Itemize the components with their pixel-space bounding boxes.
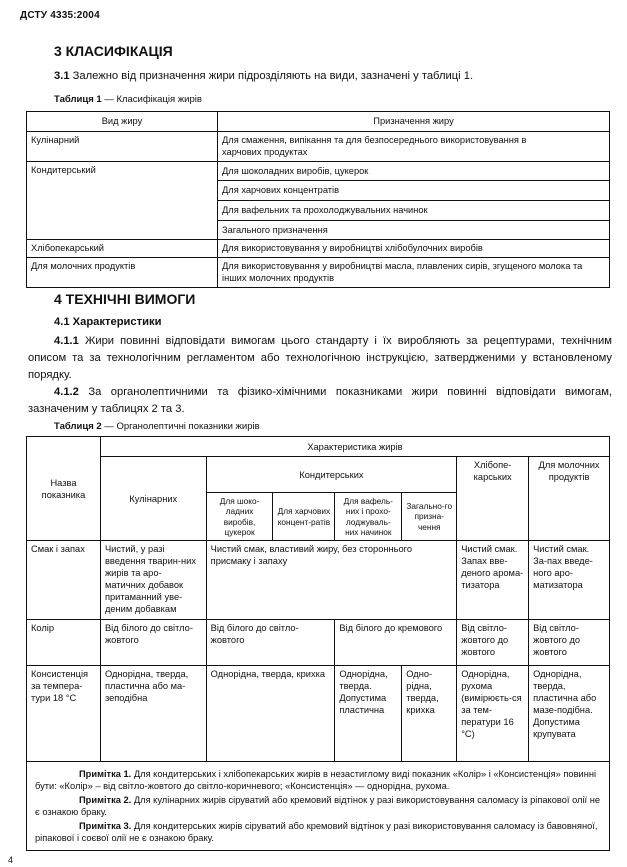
table-1-classification — [26, 111, 610, 288]
t1-header-use: Призначення жиру — [218, 112, 610, 132]
t1-use-group — [218, 161, 610, 239]
para-number: 3.1 — [54, 70, 70, 82]
table-row — [27, 131, 610, 161]
t2-header-bakery: Хлібопе-карських — [457, 457, 529, 541]
t2-cell: Чистий, у разі введення тварин-них жирів та аро-матичних добавок притаманний уве-деним добавкам — [100, 541, 206, 620]
note-2 — [35, 794, 601, 818]
t2-name-color: Колір — [27, 620, 101, 666]
note-text: Для кулінарних жирів сіруватий або кремовий відтінок у разі використовування саломасу із ріпакової олії не є ознакою браку. — [35, 795, 600, 817]
t1-use: Для використовування у виробництві хлібобулочних виробів — [218, 240, 610, 258]
t2-header-concentrates: Для харчових концент-ратів — [273, 493, 335, 541]
t2-header-chocolate: Для шоко-ладних виробів, цукерок — [206, 493, 273, 541]
t2-cell: Однорідна, тверда. Допустима пластична — [335, 666, 402, 762]
t2-cell: Чистий смак. За-пах введе-ного аро-матизатора — [529, 541, 610, 620]
t1-use: Загального призначення — [222, 224, 328, 235]
t2-header-confectionery: Кондитерських — [206, 457, 457, 493]
table-row — [27, 161, 610, 239]
t2-header-general: Загально-го призна-чення — [402, 493, 457, 541]
note-1 — [35, 768, 601, 792]
note-text: Для кондитерських і хлібопекарських жирів в незастиглому виді показник «Колір» і «Консистенція» повинні бути: «Колір» – від світло-жовтого до світло-коричневого; «Консистенція» — однорідна, рухома. — [35, 769, 597, 791]
t1-kind: Кондитерський — [27, 161, 218, 239]
note-label: Примітка 1. — [79, 769, 132, 779]
para-text: За органолептичними та фізико-хімічними показниками жири повинні відповідати вимогам, зазначеним у таблицях 2 та 3. — [28, 386, 612, 415]
t2-header-culinary: Кулінарних — [100, 457, 206, 541]
caption-text: — Класифікація жирів — [101, 94, 202, 105]
paragraph-4-1-1 — [28, 333, 612, 384]
caption-label: Таблиця 2 — [54, 421, 102, 432]
section-4-1-title: 4.1 Характеристики — [54, 316, 162, 328]
para-text: Залежно від призначення жири підрозділяють на види, зазначені у таблиці 1. — [72, 70, 474, 82]
t1-use: Для вафельних та прохолоджувальних начинок — [218, 201, 609, 221]
t2-cell: Від світло-жовтого до жовтого — [529, 620, 610, 666]
t2-cell: Однорідна, тверда, крихка — [206, 666, 335, 762]
t2-header-wafer: Для вафель-них і прохо-лоджуваль-них начинок — [335, 493, 402, 541]
table-row — [27, 257, 610, 287]
t2-notes — [27, 762, 610, 851]
doc-code-header: ДСТУ 4335:2004 — [20, 10, 100, 21]
table-row — [27, 620, 610, 666]
t1-use: Для шоколадних виробів, цукерок — [218, 162, 609, 182]
table-1-caption — [54, 94, 202, 105]
note-text: Для кондитерських жирів сіруватий або кремовий відтінок у разі використовування саломасу із бавовняної, ріпакової і соєвої олії не є ознакою браку. — [35, 821, 598, 843]
t1-kind: Хлібопекарський — [27, 240, 218, 258]
t2-cell: Однорідна, рухома (вимірюєть-ся за тем-ператури 16 °С) — [457, 666, 529, 762]
t1-use: Для смаження, випікання та для безпосереднього використовування в харчових продуктах — [218, 131, 610, 161]
section-3-title: 3 КЛАСИФІКАЦІЯ — [54, 43, 173, 59]
table-2-organoleptic — [26, 436, 610, 851]
t1-header-kind: Вид жиру — [27, 112, 218, 132]
note-label: Примітка 2. — [79, 795, 132, 805]
t2-cell: Чистий смак. Запах вве-деного арома-тизатора — [457, 541, 529, 620]
t2-header-dairy: Для молочних продуктів — [529, 457, 610, 541]
note-3 — [35, 820, 601, 844]
caption-label: Таблиця 1 — [54, 94, 102, 105]
t2-cell: Однорідна, тверда, пластична або мазе-подібна. Допустима крупувата — [529, 666, 610, 762]
t1-use: Для харчових концентратів — [218, 181, 609, 201]
t2-name-taste: Смак і запах — [27, 541, 101, 620]
caption-text: — Органолептичні показники жирів — [101, 421, 260, 432]
para-number: 4.1.2 — [54, 386, 79, 398]
t2-name-consistency: Консистенція за темпера-тури 18 °С — [27, 666, 101, 762]
table-2-caption — [54, 421, 260, 432]
note-label: Примітка 3. — [79, 821, 132, 831]
para-text: Жири повинні відповідати вимогам цього стандарту і їх виробляють за рецептурами, технічним описом та за технологічним регламентом або технологічною інструкцією, затвердженими у встановленому порядку. — [28, 335, 612, 381]
t2-cell: Однорідна, тверда, пластична або ма-зеподібна — [100, 666, 206, 762]
t2-cell: Від білого до кремового — [335, 620, 457, 666]
t2-cell: Одно-рідна, тверда, крихка — [402, 666, 457, 762]
t1-use: Для використовування у виробництві масла, плавлених сирів, згущеного молока та інших молочних продуктів — [218, 257, 610, 287]
t1-kind: Кулінарний — [27, 131, 218, 161]
t2-header-characteristic: Характеристика жирів — [100, 437, 609, 457]
t1-kind: Для молочних продуктів — [27, 257, 218, 287]
t2-cell: Від світло-жовтого до жовтого — [457, 620, 529, 666]
section-3-1-paragraph — [54, 68, 473, 85]
t2-cell: Чистий смак, властивий жиру, без стороннього присмаку і запаху — [206, 541, 457, 620]
section-4-title: 4 ТЕХНІЧНІ ВИМОГИ — [54, 291, 196, 307]
table-row — [27, 666, 610, 762]
paragraph-4-1-2 — [28, 384, 612, 418]
page-number: 4 — [8, 855, 14, 865]
t2-cell: Від білого до світло-жовтого — [206, 620, 335, 666]
t2-header-name: Назва показника — [27, 437, 101, 541]
table-row — [27, 541, 610, 620]
para-number: 4.1.1 — [54, 335, 79, 347]
table-notes-row — [27, 762, 610, 851]
t2-cell: Від білого до світло-жовтого — [100, 620, 206, 666]
table-row — [27, 240, 610, 258]
